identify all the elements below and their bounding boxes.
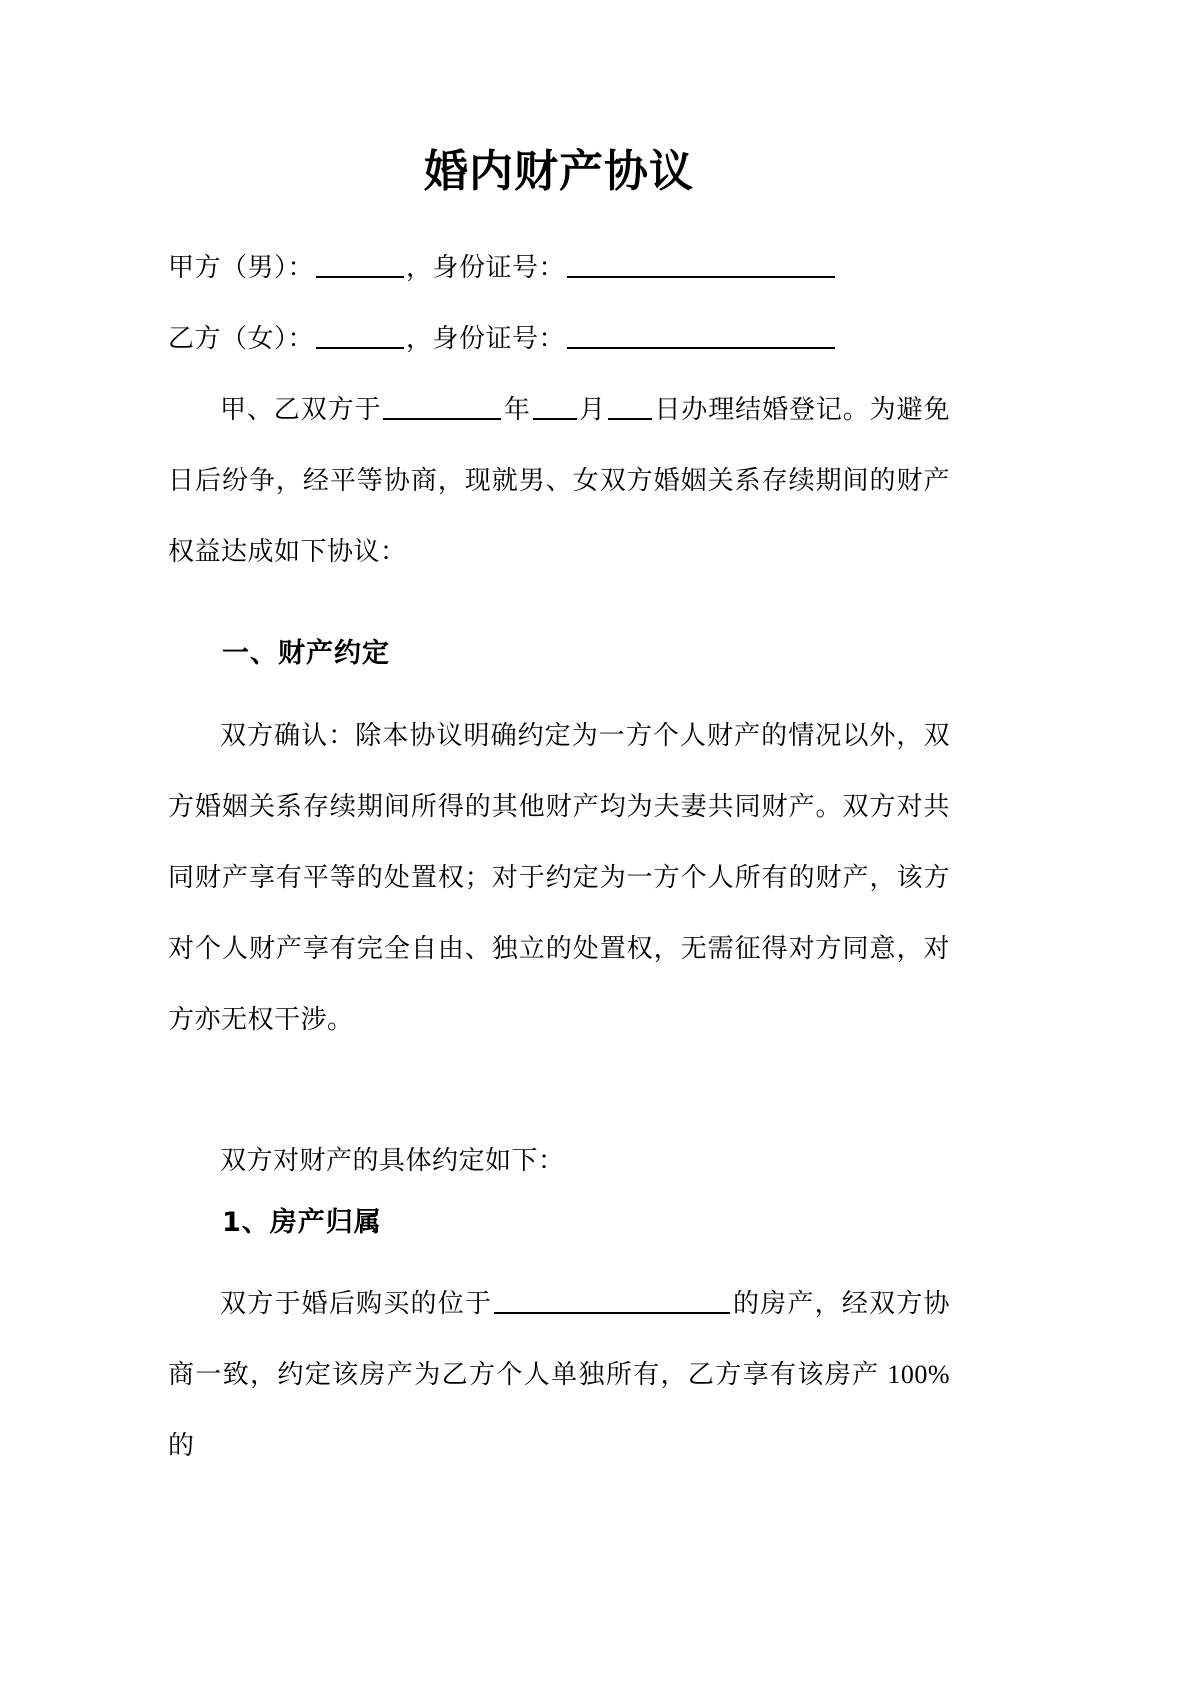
preamble-lead-in: 甲、乙双方于 — [220, 395, 382, 424]
party-a-id-separator: ，身份证号： — [406, 253, 566, 282]
marriage-year-blank[interactable] — [383, 391, 501, 420]
property-address-blank[interactable] — [494, 1285, 730, 1314]
section-1-paragraph-1: 双方确认：除本协议明确约定为一方个人财产的情况以外，双方婚姻关系存续期间所得的其他财产均为夫妻共同财产。双方对共同财产享有平等的处置权；对于约定为一方个人所有的财产，该方对个人财产享有完全自由、独立的处置权，无需征得对方同意，对方亦无权干涉。 — [168, 721, 950, 1034]
party-b-id-blank[interactable] — [567, 320, 835, 349]
party-b-id-separator: ，身份证号： — [406, 324, 566, 353]
section-1-paragraph-2: 双方对财产的具体约定如下： — [220, 1146, 565, 1175]
month-unit: 月 — [578, 395, 607, 424]
section-heading-property-agreement: 一、财产约定 — [222, 638, 390, 669]
party-a-name-blank[interactable] — [316, 249, 404, 278]
marriage-day-blank[interactable] — [608, 391, 652, 420]
party-a-label: 甲方（男）： — [168, 253, 315, 282]
subsection-property-paragraph — [168, 1268, 950, 1481]
subsection-heading-property-ownership: 1、房产归属 — [222, 1207, 382, 1238]
year-unit: 年 — [503, 395, 531, 424]
party-b-line — [168, 303, 950, 374]
party-a-line — [168, 232, 950, 303]
property-text-after-blank: 的房产，经双方协商一致，约定该房产为乙方个人单独所有，乙方享有该房产 100%的 — [168, 1289, 950, 1460]
property-text-before-blank: 双方于婚后购买的位于 — [220, 1289, 493, 1318]
preamble-continuation: 办理结婚登记。为避免日后纷争，经平等协商，现就男、女双方婚姻关系存续期间的财产权益达成如下协议： — [168, 395, 950, 566]
preamble-paragraph — [168, 374, 950, 587]
marriage-month-blank[interactable] — [533, 391, 577, 420]
party-b-name-blank[interactable] — [316, 320, 404, 349]
party-b-label: 乙方（女）： — [168, 324, 315, 353]
day-unit: 日 — [654, 395, 682, 424]
page-title: 婚内财产协议 — [424, 146, 694, 197]
party-a-id-blank[interactable] — [567, 249, 835, 278]
